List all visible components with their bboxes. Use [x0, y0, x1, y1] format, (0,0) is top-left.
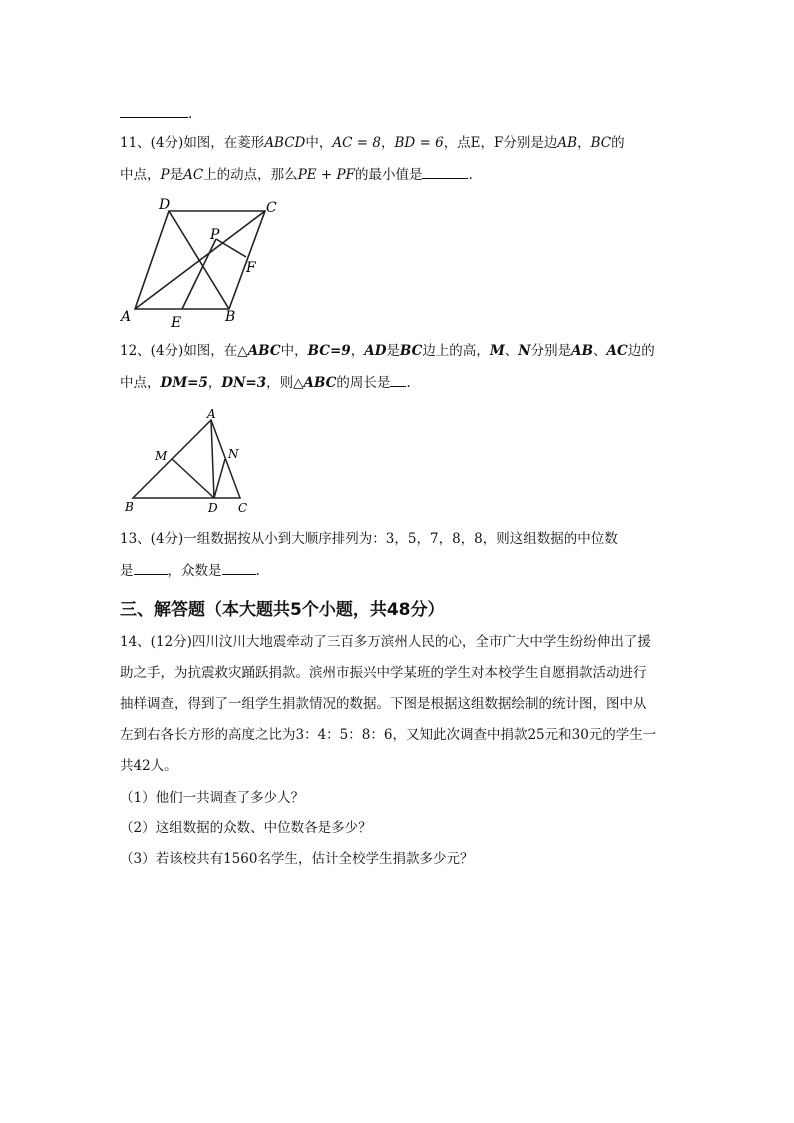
q14-line-2: 助之手，为抗震救灾踊跃捐款。滨州市振兴中学某班的学生对本校学生自愿捐款活动进行	[120, 665, 647, 681]
answer-blank[interactable]	[120, 103, 188, 118]
q13-line-2: 是 ，众数是 .	[120, 560, 260, 581]
q14-line-3: 抽样调查，得到了一组学生捐款情况的数据。下图是根据这组数据绘制的统计图，图中从	[120, 696, 647, 712]
q14-subquestion-1: （1）他们一共调查了多少人？	[120, 790, 305, 806]
q14-subquestion-3: （3）若该校共有1560名学生，估计全校学生捐款多少元？	[120, 851, 474, 867]
triangle-outline	[133, 420, 240, 498]
segment-pf	[216, 239, 246, 257]
question-number: 12、(4分)	[120, 343, 184, 359]
q11-line-1: 11、(4分)如图，在菱形ABCD中，AC = 8，BD = 6，点E，F分别是边AB，BC的	[120, 135, 625, 151]
answer-blank[interactable]	[422, 164, 468, 179]
answer-blank[interactable]	[134, 560, 168, 575]
label-a: A	[121, 309, 132, 325]
answer-blank[interactable]	[390, 372, 406, 387]
q14-subquestion-2: （2）这组数据的众数、中位数各是多少？	[120, 820, 372, 836]
question-number: 13、(4分)	[120, 531, 184, 547]
q11-line-2: 中点，P是AC上的动点，那么PE + PF的最小值是 .	[120, 164, 473, 185]
answer-blank[interactable]	[222, 560, 256, 575]
q12-line-2: 中点，DM=5，DN=3，则△ABC的周长是 .	[120, 372, 411, 393]
section-heading: 三、解答题（本大题共5个小题，共48分）	[120, 600, 445, 620]
segment-dn	[214, 459, 225, 498]
label-m: M	[155, 449, 168, 463]
q14-line-4: 左到右各长方形的高度之比为3：4：5：8：6，又知此次调查中捐款25元和30元的学生一	[120, 727, 657, 743]
q14-line-5: 共42人。	[120, 758, 178, 774]
question-number: 14、(12分)	[120, 634, 192, 650]
triangle-figure	[122, 405, 262, 517]
label-f: F	[246, 260, 256, 276]
label-b: B	[225, 309, 236, 325]
label-a: A	[207, 407, 216, 421]
q14-line-1: 14、(12分)四川汶川大地震牵动了三百多万滨州人民的心，全市广大中学生纷纷伸出了援	[120, 634, 651, 650]
top-answer-line: .	[120, 103, 192, 124]
label-e: E	[171, 315, 182, 331]
label-b: B	[125, 500, 134, 514]
q13-line-1: 13、(4分)一组数据按从小到大顺序排列为：3，5，7，8，8，则这组数据的中位数	[120, 531, 618, 547]
altitude-ad	[211, 420, 214, 498]
q12-line-1: 12、(4分)如图，在△ABC中，BC=9，AD是BC边上的高，M、N分别是AB、AC边的	[120, 343, 655, 359]
segment-dm	[172, 459, 214, 498]
label-d: D	[159, 197, 171, 213]
segment-pe	[182, 239, 216, 309]
label-d: D	[208, 501, 218, 515]
label-n: N	[228, 447, 239, 461]
question-number: 11、(4分)	[120, 135, 184, 151]
label-c: C	[266, 200, 277, 216]
diagonal-bd	[169, 211, 229, 309]
label-p: P	[210, 227, 220, 243]
label-c: C	[238, 501, 248, 515]
rhombus-figure	[115, 195, 295, 335]
